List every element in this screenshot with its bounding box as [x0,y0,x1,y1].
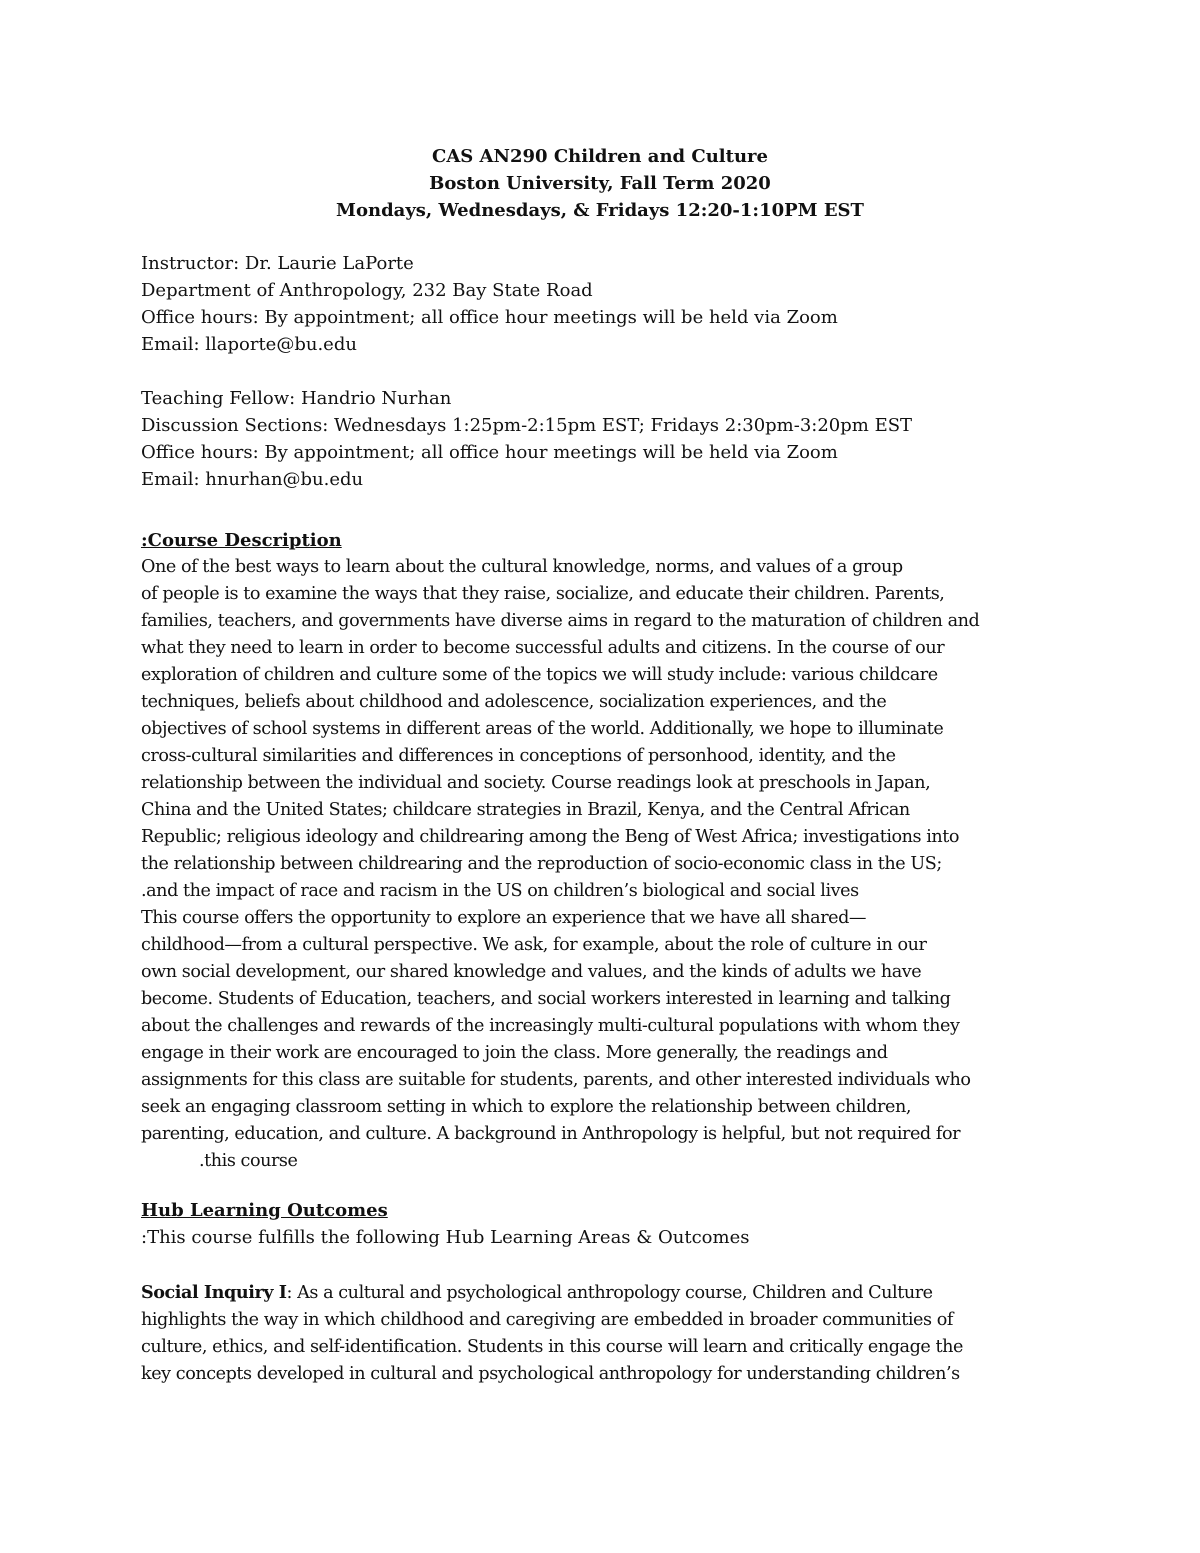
description-line: assignments for this class are suitable for students, parents, and other interested individuals who [141,1070,971,1090]
course-header [0,143,1200,224]
tf-sections: Discussion Sections: Wednesdays 1:25pm-2:15pm EST; Fridays 2:30pm-3:20pm EST [141,415,913,436]
description-line: exploration of children and culture some of the topics we will study include: various childcare [141,665,938,685]
instructor-name: Instructor: Dr. Laurie LaPorte [141,253,414,274]
course-description-body [141,554,1071,1175]
course-title: CAS AN290 Children and Culture [432,146,768,167]
description-line: This course offers the opportunity to explore an experience that we have all shared— [141,908,867,928]
instructor-info [141,250,1071,358]
description-last-line: .this course [199,1151,298,1171]
course-description-heading: :Course Description [141,530,342,551]
tf-email: Email: hnurhan@bu.edu [141,469,364,490]
instructor-email: Email: llaporte@bu.edu [141,334,357,355]
tf-office-hours: Office hours: By appointment; all office hour meetings will be held via Zoom [141,442,838,463]
description-line: childhood—from a cultural perspective. We ask, for example, about the role of culture in our [141,935,927,955]
course-term: Boston University, Fall Term 2020 [429,173,771,194]
social-inquiry-first-text: : As a cultural and psychological anthropology course, Children and Culture [286,1283,933,1303]
description-line: families, teachers, and governments have diverse aims in regard to the maturation of children and [141,611,980,631]
description-line: relationship between the individual and society. Course readings look at preschools in Japan, [141,773,931,793]
description-line: One of the best ways to learn about the cultural knowledge, norms, and values of a group [141,557,903,577]
description-line: parenting, education, and culture. A background in Anthropology is helpful, but not required for [141,1124,961,1144]
course-schedule: Mondays, Wednesdays, & Fridays 12:20-1:10PM EST [336,200,864,221]
description-line: engage in their work are encouraged to join the class. More generally, the readings and [141,1043,888,1063]
tf-name: Teaching Fellow: Handrio Nurhan [141,388,452,409]
hub-intro: :This course fulfills the following Hub Learning Areas & Outcomes [141,1227,750,1248]
description-line: techniques, beliefs about childhood and adolescence, socialization experiences, and the [141,692,887,712]
hub-heading: Hub Learning Outcomes [141,1200,388,1221]
description-line: the relationship between childrearing and the reproduction of socio-economic class in the US; [141,854,942,874]
social-inquiry-body [141,1279,1071,1388]
social-inquiry-line: culture, ethics, and self-identification. Students in this course will learn and critically engage the [141,1337,963,1357]
social-inquiry-line: key concepts developed in cultural and psychological anthropology for understanding children’s [141,1364,960,1384]
social-inquiry-first-line [141,1279,1071,1307]
description-line: .and the impact of race and racism in the US on children’s biological and social lives [141,881,859,901]
description-line: seek an engaging classroom setting in which to explore the relationship between children, [141,1097,911,1117]
description-line: become. Students of Education, teachers, and social workers interested in learning and talking [141,989,951,1009]
description-line: objectives of school systems in different areas of the world. Additionally, we hope to illuminate [141,719,944,739]
social-inquiry-line: highlights the way in which childhood and caregiving are embedded in broader communities of [141,1310,953,1330]
description-line: China and the United States; childcare strategies in Brazil, Kenya, and the Central African [141,800,910,820]
description-line: of people is to examine the ways that they raise, socialize, and educate their children. Parents, [141,584,945,604]
instructor-department: Department of Anthropology, 232 Bay State Road [141,280,593,301]
description-line: Republic; religious ideology and childrearing among the Beng of West Africa; investigations into [141,827,960,847]
description-line: about the challenges and rewards of the increasingly multi-cultural populations with whom they [141,1016,960,1036]
description-line: cross-cultural similarities and differences in conceptions of personhood, identity, and the [141,746,896,766]
hub-section [141,1197,1071,1251]
teaching-fellow-info [141,385,1071,493]
social-inquiry-label: Social Inquiry I [141,1282,287,1303]
course-description-section [141,527,1071,1175]
description-line: own social development, our shared knowledge and values, and the kinds of adults we have [141,962,922,982]
social-inquiry-section [141,1279,1071,1388]
description-line: what they need to learn in order to become successful adults and citizens. In the course of our [141,638,945,658]
instructor-office-hours: Office hours: By appointment; all office hour meetings will be held via Zoom [141,307,838,328]
